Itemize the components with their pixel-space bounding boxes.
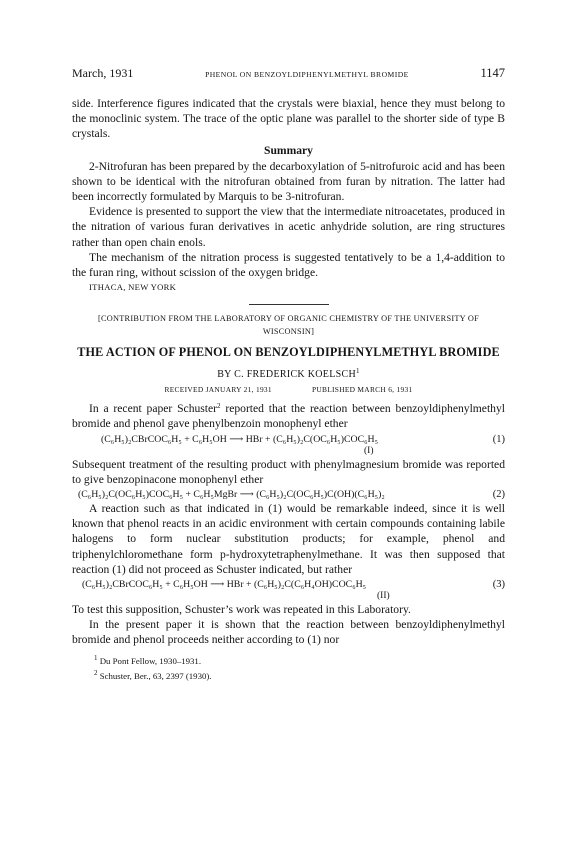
contribution-line: [CONTRIBUTION FROM THE LABORATORY OF ORGANIC CHEMISTRY OF THE UNIVERSITY OF WISCONSIN] — [97, 314, 480, 336]
header-date: March, 1931 — [72, 66, 134, 80]
body-paragraph-5: In the present paper it is shown that the reaction between benzoyldiphenylmethyl bromide and phenol proceeds neither according to (1) nor — [72, 618, 505, 647]
summary-paragraph-1: 2-Nitrofuran has been prepared by the decarboxylation of 5-nitrofuroic acid and has been shown to be identical with the nitrofuran obtained from furan by nitration. The latter had been incorrectly formulated by Marquis to be 3-nitrofuran. — [72, 159, 505, 204]
equation-2 — [72, 488, 505, 501]
footnote-mark: 2 — [94, 668, 98, 677]
place-line: ITHACA, NEW YORK — [89, 282, 177, 293]
body-paragraph-2: Subsequent treatment of the resulting product with phenylmagnesium bromide was reported to give benzopinacone monophenyl ether — [72, 457, 505, 486]
header-running-title: PHENOL ON BENZOYLDIPHENYLMETHYL BROMIDE — [205, 70, 409, 79]
page-number: 1147 — [480, 66, 505, 80]
byline — [72, 365, 505, 381]
published-date: PUBLISHED MARCH 6, 1931 — [311, 385, 413, 395]
footnote-mark: 1 — [94, 653, 98, 662]
body-text: In a recent paper Schuster — [89, 402, 218, 416]
summary-heading: Summary — [264, 143, 313, 157]
body-text: reported that the reaction between benzoyldiphenylmethyl bromide and phenol gave phenylbenzoin monophenyl ether — [72, 402, 505, 431]
equation-3 — [72, 578, 505, 591]
summary-paragraph-2: Evidence is presented to support the view that the intermediate nitroacetates, produced in the nitration of various furan derivatives in acetic anhydride solution, are ring structures rather than open chain enols. — [72, 205, 505, 249]
footnote-text: Schuster, Ber., 63, 2397 (1930). — [97, 670, 212, 681]
equation-number: (2) — [492, 489, 505, 501]
equation-1 — [72, 433, 505, 446]
equation-number: (3) — [492, 579, 505, 591]
footnote-text: Du Pont Fellow, 1930–1931. — [97, 655, 202, 666]
equation-formula: (C₆H₅)₂CBrCOC₆H₅ + C₆H₅OH ⟶ HBr + (C₆H₅)₂C(OC₆H₅)COC₆H₅ — [101, 433, 379, 445]
journal-page — [72, 66, 505, 682]
section-divider — [249, 304, 329, 305]
footnote — [94, 667, 505, 682]
received-date: RECEIVED JANUARY 21, 1931 — [164, 385, 272, 395]
body-paragraph-3: A reaction such as that indicated in (1) would be remarkable indeed, since it is well known that phenol reacts in an acidic environment with certain compounds containing labile halogens to form nuclear substitution products; for example, phenol and triphenylchloromethane form p-hydroxytetraphenylmethane. It was then supposed that reaction (1) did not proceed as Schuster indicated, but rather — [72, 502, 505, 576]
equation-formula: (C₆H₅)₂C(OC₆H₅)COC₆H₅ + C₆H₅MgBr ⟶ (C₆H₅)₂C(OC₆H₅)C(OH)(C₆H₅)₂ — [78, 489, 385, 501]
compound-label: (II) — [377, 591, 390, 602]
running-header — [72, 66, 505, 83]
article-title: THE ACTION OF PHENOL ON BENZOYLDIPHENYLMETHYL BROMIDE — [77, 345, 500, 360]
footnote — [94, 652, 505, 667]
equation-formula: (C₆H₅)₂CBrCOC₆H₅ + C₆H₅OH ⟶ HBr + (C₆H₅)₂C(C₆H₄OH)COC₆H₅ — [82, 579, 367, 591]
date-line — [72, 384, 505, 396]
footnote-mark: 2 — [217, 402, 221, 411]
compound-label: (I) — [364, 445, 374, 456]
author-name: BY C. FREDERICK KOELSCH — [217, 369, 356, 381]
body-paragraph-1 — [72, 399, 505, 431]
footnote-mark: 1 — [355, 367, 360, 376]
carryover-paragraph: side. Interference figures indicated that the crystals were biaxial, hence they must belong to the monoclinic system. The trace of the optic plane was parallel to the shorter side of type B crystals. — [72, 97, 505, 141]
equation-number: (1) — [492, 433, 505, 445]
summary-paragraph-3: The mechanism of the nitration process is suggested tentatively to be a 1,4-addition to the furan ring, without scission of the oxygen bridge. — [72, 250, 505, 280]
body-paragraph-4: To test this supposition, Schuster’s work was repeated in this Laboratory. — [72, 603, 411, 617]
footnotes — [72, 652, 505, 682]
